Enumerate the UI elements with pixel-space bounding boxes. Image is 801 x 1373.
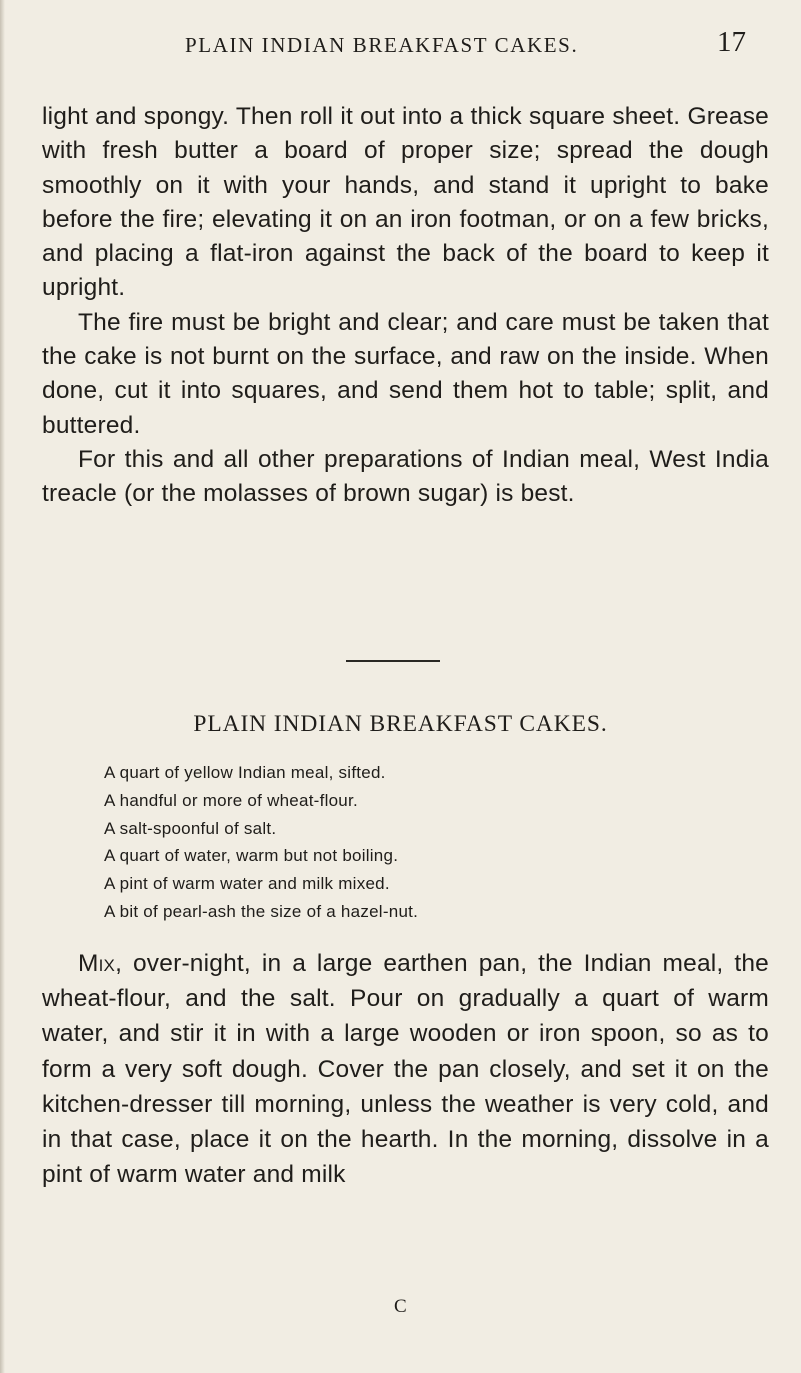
recipe-title: PLAIN INDIAN BREAKFAST CAKES.	[193, 711, 608, 737]
paragraph-method	[42, 946, 769, 1192]
ingredient-item: A salt-spoonful of salt.	[104, 818, 277, 838]
ingredients-list	[104, 759, 418, 926]
text-block-method	[42, 946, 769, 1192]
paragraph-continued: light and spongy. Then roll it out into a thick square sheet. Grease with fresh butter a board of proper size; spread the dough smoothly on it with your hands, and stand it upright to bake before the fire; elevating it on an iron footman, or on a few bricks, and placing a flat-iron against the back of the board to keep it upright.	[42, 103, 769, 302]
signature-mark: C	[394, 1296, 407, 1317]
text-block-top	[42, 100, 769, 512]
ingredient-item: A handful or more of wheat-flour.	[104, 790, 358, 810]
method-text: over-night, in a large earthen pan, the Indian meal, the wheat-flour, and the salt. Pour on gradually a quart of warm water, and stir it in with a large wooden or iron spoon, so as to form a very soft dough. Cover the pan closely, and set it on the kitchen-dresser till morning, unless the weather is very cold, and in that case, place it on the hearth. In the morning, dissolve in a pint of warm water and milk	[42, 950, 769, 1189]
ingredient-item: A pint of warm water and milk mixed.	[104, 874, 390, 894]
paragraph-fire: The fire must be bright and clear; and care must be taken that the cake is not burnt on the surface, and raw on the inside. When done, cut it into squares, and send them hot to table; split, and buttered.	[42, 308, 769, 439]
ingredient-item: A bit of pearl-ash the size of a hazel-nut.	[104, 901, 419, 921]
page-gutter-shadow	[0, 0, 5, 1373]
method-lead-word: Mix,	[78, 950, 123, 977]
running-header-title: PLAIN INDIAN BREAKFAST CAKES.	[185, 33, 579, 57]
ingredient-item: A quart of water, warm but not boiling.	[104, 846, 399, 866]
ingredient-item: A quart of yellow Indian meal, sifted.	[104, 763, 386, 782]
page-number: 17	[717, 26, 746, 58]
section-divider-rule	[346, 660, 440, 662]
paragraph-treacle: For this and all other preparations of Indian meal, West India treacle (or the molasses of brown sugar) is best.	[42, 445, 769, 508]
